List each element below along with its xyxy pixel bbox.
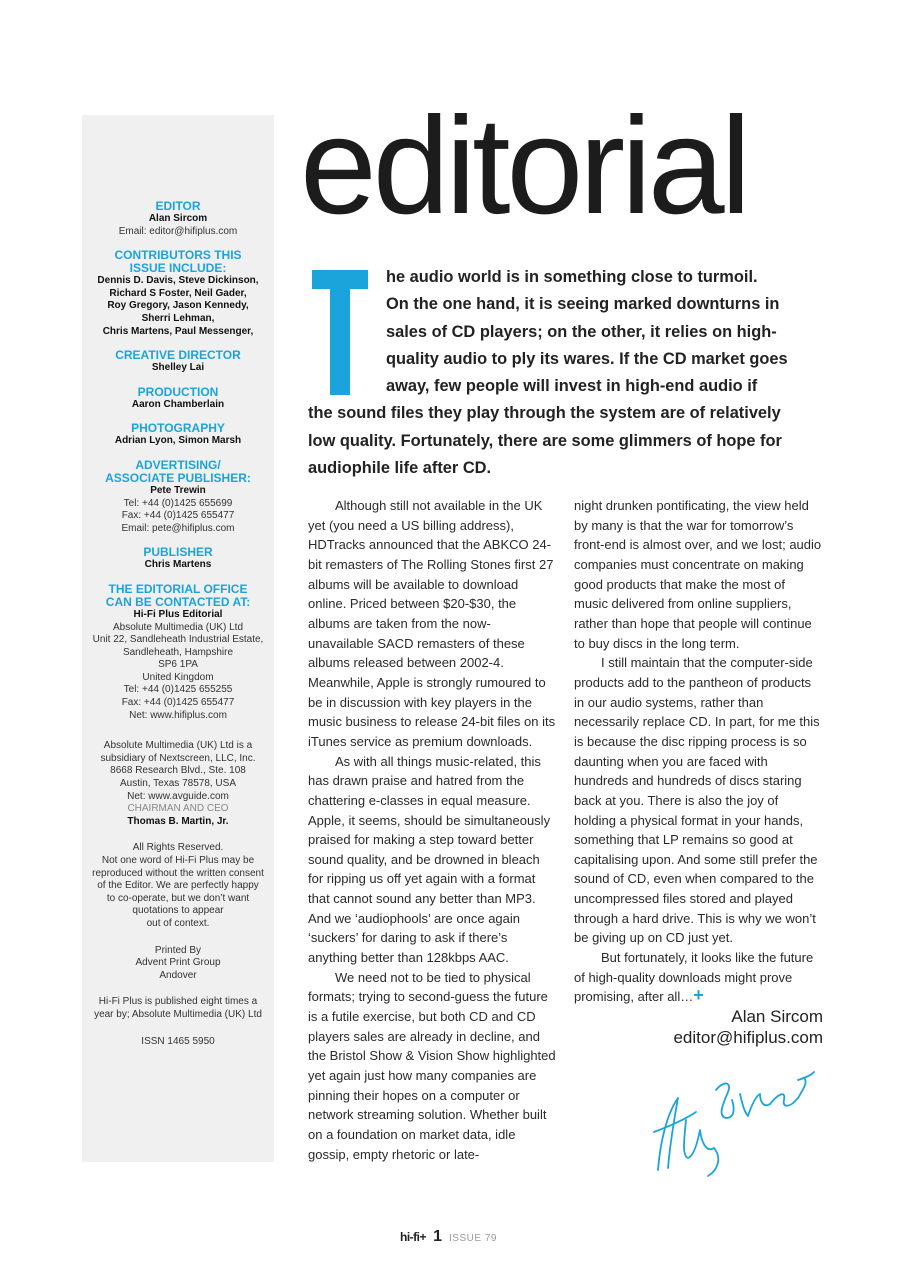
published-block bbox=[82, 996, 274, 1021]
body-paragraph: night drunken pontificating, the view held by many is that the war for tomorrow’s front-end is almost over, and we lost; audio companies must concentrate on making good products that make the most of music delivered from online suppliers, rather than hope that people will continue to buy discs in the long term. bbox=[574, 498, 822, 651]
issn: ISSN 1465 5950 bbox=[141, 1035, 215, 1047]
rights-line: of the Editor. We are perfectly happy bbox=[97, 880, 259, 892]
contributors-heading: ISSUE INCLUDE: bbox=[129, 261, 227, 276]
editor-heading: EDITOR bbox=[155, 199, 201, 213]
editor-name: Alan Sircom bbox=[148, 213, 208, 224]
photography-names: Adrian Lyon, Simon Marsh bbox=[114, 435, 242, 447]
company-line: Austin, Texas 78578, USA bbox=[120, 778, 236, 790]
publisher-heading: PUBLISHER bbox=[143, 545, 213, 560]
contributor-line: Chris Martens, Paul Messenger, bbox=[102, 325, 254, 337]
advertising-heading: ADVERTISING/ bbox=[135, 457, 221, 472]
office-line: Absolute Multimedia (UK) Ltd bbox=[112, 621, 244, 633]
intro-line: audiophile life after CD. bbox=[308, 459, 492, 478]
intro-line: quality audio to ply its wares. If the CD market goes bbox=[386, 349, 788, 368]
contributor-line: Dennis D. Davis, Steve Dickinson, bbox=[97, 275, 259, 287]
end-mark-icon: + bbox=[693, 985, 704, 1006]
signoff-email: editor@hifiplus.com bbox=[673, 1028, 823, 1047]
company-line: Absolute Multimedia (UK) Ltd is a bbox=[103, 740, 253, 752]
published-line: year by; Absolute Multimedia (UK) Ltd bbox=[94, 1008, 262, 1020]
magazine-logo: hi-fi+ bbox=[400, 1230, 426, 1244]
printed-line: Andover bbox=[159, 969, 197, 981]
issue-number: ISSUE 79 bbox=[449, 1233, 497, 1244]
ceo-name: Thomas B. Martin, Jr. bbox=[127, 815, 229, 827]
publisher-name: Chris Martens bbox=[144, 559, 212, 571]
contributor-line: Roy Gregory, Jason Kennedy, bbox=[107, 300, 249, 312]
advertising-name: Pete Trewin bbox=[150, 484, 206, 496]
creative-name: Shelley Lai bbox=[151, 362, 205, 374]
office-heading: CAN BE CONTACTED AT: bbox=[105, 594, 251, 609]
contributors-heading: CONTRIBUTORS THIS bbox=[114, 248, 242, 263]
production-block bbox=[82, 386, 274, 412]
body-paragraph: We need not to be tied to physical formats; trying to second-guess the future is a futile exercise, but both CD and CD players sales are already in decline, and the Bristol Show & Vision Show highlighted yet again just how many companies are pinning their hopes on a computer or network streaming solution. Whether built on a foundation on market data, idle gossip, empty rhetoric or late- bbox=[308, 969, 556, 1162]
signature-icon bbox=[648, 1060, 818, 1180]
production-heading: PRODUCTION bbox=[137, 384, 219, 399]
intro-line: low quality. Fortunately, there are some glimmers of hope for bbox=[308, 431, 782, 450]
rights-block bbox=[82, 842, 274, 930]
printed-line: Advent Print Group bbox=[135, 957, 221, 969]
office-line: Net: www.hifiplus.com bbox=[129, 709, 227, 721]
contributor-line: Sherri Lehman, bbox=[141, 312, 215, 324]
office-name: Hi-Fi Plus Editorial bbox=[133, 608, 223, 620]
publisher-block bbox=[82, 546, 274, 572]
body-paragraph-last bbox=[574, 948, 822, 1007]
advertising-block bbox=[82, 459, 274, 535]
intro-line: away, few people will invest in high-end audio if bbox=[386, 377, 758, 396]
office-block bbox=[82, 583, 274, 722]
rights-line: quotations to appear bbox=[132, 905, 224, 917]
body-column-1 bbox=[308, 496, 556, 1164]
office-heading: THE EDITORIAL OFFICE bbox=[108, 581, 248, 596]
production-name: Aaron Chamberlain bbox=[131, 398, 225, 410]
rights-line: to co-operate, but we don’t want bbox=[106, 892, 250, 904]
rights-line: out of context. bbox=[146, 917, 210, 929]
office-line: Sandleheath, Hampshire bbox=[122, 646, 234, 658]
advertising-tel: Tel: +44 (0)1425 655699 bbox=[123, 497, 233, 509]
company-block bbox=[82, 740, 274, 828]
ceo-role: CHAIRMAN AND CEO bbox=[127, 803, 229, 815]
company-line: subsidiary of Nextscreen, LLC, Inc. bbox=[100, 752, 256, 764]
company-line: Net: www.avguide.com bbox=[127, 790, 229, 802]
intro-standfirst bbox=[308, 264, 818, 482]
office-line: United Kingdom bbox=[142, 671, 214, 683]
body-paragraph: I still maintain that the computer-side products add to the pantheon of products in our audio systems, rather than necessarily replace CD. In part, for me this is because the disc ripping process is so daunting when you are faced with hundreds and hundreds of discs staring back at you. There is also the joy of holding a physical format in your hands, something that LP remains so good at capitalising upon. And some still prefer the sound of CD, even when compared to the uncompressed files stored and played through a hard drive. This is why we won’t be giving up on CD just yet. bbox=[574, 655, 820, 946]
intro-line: On the one hand, it is seeing marked downturns in bbox=[386, 295, 780, 314]
body-column-2 bbox=[574, 496, 822, 1007]
rights-line: reproduced without the written consent bbox=[92, 867, 264, 879]
contributors-block bbox=[82, 249, 274, 338]
office-line: Fax: +44 (0)1425 655477 bbox=[121, 697, 235, 709]
printed-block bbox=[82, 945, 274, 983]
published-line: Hi-Fi Plus is published eight times a bbox=[98, 996, 258, 1008]
company-line: 8668 Research Blvd., Ste. 108 bbox=[110, 765, 246, 777]
rights-line: All Rights Reserved. bbox=[132, 842, 224, 854]
printed-line: Printed By bbox=[154, 944, 202, 956]
advertising-fax: Fax: +44 (0)1425 655477 bbox=[121, 510, 235, 522]
closing-text: But fortunately, it looks like the future of high-quality downloads might prove promising, after all… bbox=[574, 950, 814, 1005]
advertising-email: Email: pete@hifiplus.com bbox=[121, 522, 235, 534]
office-line: Tel: +44 (0)1425 655255 bbox=[123, 684, 233, 696]
signoff-name: Alan Sircom bbox=[731, 1007, 823, 1026]
office-line: SP6 1PA bbox=[158, 659, 198, 671]
page-footer bbox=[400, 1228, 497, 1246]
rights-line: Not one word of Hi-Fi Plus may be bbox=[101, 855, 255, 866]
page-number: 1 bbox=[433, 1228, 442, 1245]
editor-email: Email: editor@hifiplus.com bbox=[118, 225, 238, 237]
creative-heading: CREATIVE DIRECTOR bbox=[115, 348, 241, 363]
page-title: editorial bbox=[300, 89, 748, 243]
contributor-line: Richard S Foster, Neil Gader, bbox=[109, 287, 247, 299]
intro-line: the sound files they play through the system are of relatively bbox=[308, 404, 781, 423]
advertising-heading: ASSOCIATE PUBLISHER: bbox=[105, 470, 251, 485]
editor-block bbox=[82, 200, 274, 238]
creative-block bbox=[82, 349, 274, 375]
intro-line: sales of CD players; on the other, it relies on high- bbox=[386, 322, 777, 341]
body-paragraph: Although still not available in the UK yet (you need a US billing address), HDTracks announced that the ABKCO 24-bit remasters of The Rolling Stones first 27 albums will be available to download online. Priced between $20-$30, the albums are taken from the now-unavailable SACD remasters of these albums released between 2002-4. Meanwhile, Apple is strongly rumoured to be in discussion with key players in the music business to release 24-bit files on its iTunes service as premium downloads. bbox=[308, 498, 556, 749]
photography-block bbox=[82, 422, 274, 448]
masthead-sidebar bbox=[82, 115, 274, 1162]
body-paragraph: As with all things music-related, this has drawn praise and hatred from the chattering e-classes in equal measure. Apple, it seems, should be simultaneously praised for making a step toward better sound quality, and be drowned in bleach for ripping us off yet again with a format that cannot sound any better than MP3. And we ‘audiophools’ are once again ‘suckers’ for daring to ask if there’s anything better than 128kbps AAC. bbox=[308, 753, 551, 966]
office-line: Unit 22, Sandleheath Industrial Estate, bbox=[92, 634, 264, 646]
intro-line: he audio world is in something close to turmoil. bbox=[386, 268, 758, 286]
photography-heading: PHOTOGRAPHY bbox=[131, 421, 225, 436]
